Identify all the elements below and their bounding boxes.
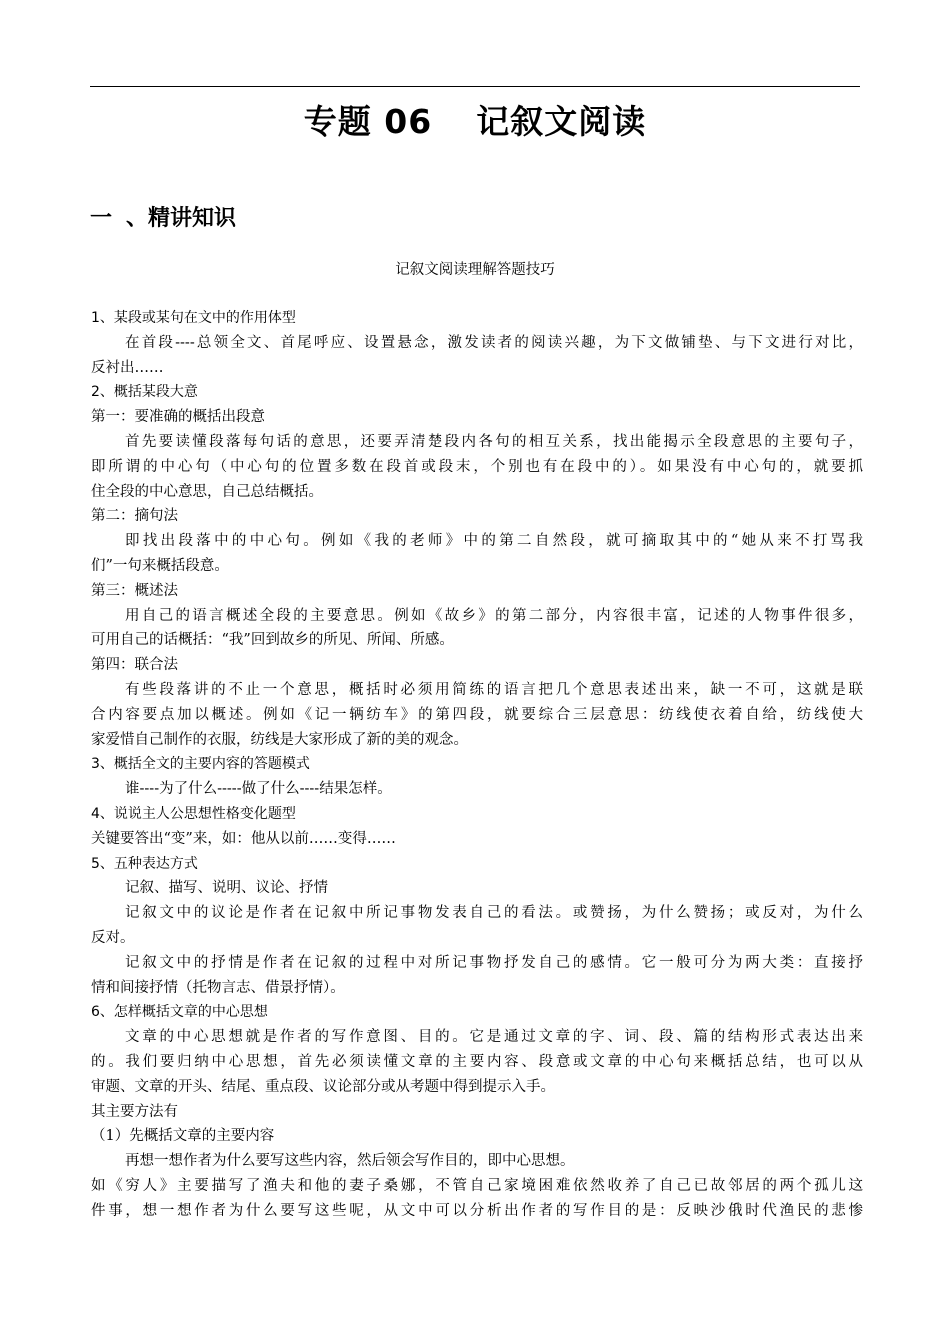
paragraph-line: 有些段落讲的不止一个意思，概括时必须用简练的语言把几个意思表述出来，缺一不可，这就是联: [125, 681, 863, 698]
paragraph-line: 即所谓的中心句（中心句的位置多数在段首或段末，个别也有在段中的）。如果没有中心句的，就要抓: [91, 458, 863, 475]
section-heading: [90, 201, 236, 232]
paragraph-line: 反对。: [91, 929, 135, 946]
paragraph-line: 关键要答出“变”来，如：他从以前……变得……: [91, 830, 396, 847]
paragraph-line: 首先要读懂段落每句话的意思，还要弄清楚段内各句的相互关系，找出能揭示全段意思的主要句子，: [125, 433, 863, 450]
paragraph-line: 反衬出……: [91, 359, 164, 376]
paragraph-line: 再想一想作者为什么要写这些内容，然后领会写作目的，即中心思想。: [125, 1153, 575, 1170]
heading-5: 5、五种表达方式: [91, 855, 198, 872]
subtitle: 记叙文阅读理解答题技巧: [395, 262, 555, 278]
top-rule: [90, 86, 860, 87]
paragraph-line: 审题、文章的开头、结尾、重点段、议论部分或从考题中得到提示入手。: [91, 1078, 555, 1095]
subheading: 第三：概述法: [91, 582, 178, 599]
paragraph-line: 用自己的语言概述全段的主要意思。例如《故乡》的第二部分，内容很丰富，记述的人物事件很多，: [125, 607, 863, 624]
page-title: [0, 96, 950, 143]
heading-2: 2、概括某段大意: [91, 384, 198, 401]
subheading: 第一：要准确的概括出段意: [91, 409, 265, 426]
paragraph-line: 可用自己的话概括：“我”回到故乡的所见、所闻、所感。: [91, 632, 454, 649]
paragraph-line: 如《穷人》主要描写了渔夫和他的妻子桑娜，不管自己家境困难依然收养了自己已故邻居的两个孤儿这: [91, 1177, 863, 1194]
paragraph-line: 记叙、描写、说明、议论、抒情: [125, 880, 328, 897]
paragraph-line: 件事，想一想作者为什么要写这些呢，从文中可以分析出作者的写作目的是：反映沙俄时代渔民的悲惨: [91, 1202, 863, 1219]
paragraph-line: 记叙文中的抒情是作者在记叙的过程中对所记事物抒发自己的感情。它一般可分为两大类：直接抒: [125, 954, 863, 971]
paragraph-line: 文章的中心思想就是作者的写作意图、目的。它是通过文章的字、词、段、篇的结构形式表达出来: [125, 1029, 863, 1046]
subheading: 第二：摘句法: [91, 508, 178, 525]
paragraph-line: 在首段----总领全文、首尾呼应、设置悬念，激发读者的阅读兴趣，为下文做铺垫、与下文进行对比，: [125, 334, 863, 351]
paragraph-line: 记叙文中的议论是作者在记叙中所记事物发表自己的看法。或赞扬，为什么赞扬；或反对，为什么: [125, 905, 863, 922]
heading-3: 3、概括全文的主要内容的答题模式: [91, 756, 310, 773]
subheading: 第四：联合法: [91, 657, 178, 674]
paragraph-line: 谁----为了什么-----做了什么----结果怎样。: [125, 781, 392, 798]
heading-1: 1、某段或某句在文中的作用体型: [91, 310, 296, 326]
title-main: 记叙文阅读: [476, 102, 647, 141]
subheading: 其主要方法有: [91, 1103, 178, 1120]
section-title: 、精讲知识: [126, 206, 237, 231]
paragraph-line: 情和间接抒情（托物言志、借景抒情）。: [91, 979, 345, 996]
subheading: （1）先概括文章的主要内容: [91, 1128, 275, 1145]
section-number: 一: [90, 206, 113, 231]
paragraph-line: 即找出段落中的中心句。例如《我的老师》中的第二自然段，就可摘取其中的“她从来不打骂我: [125, 533, 863, 550]
paragraph-line: 住全段的中心意思，自己总结概括。: [91, 483, 323, 500]
paragraph-line: 们”一句来概括段意。: [91, 557, 229, 574]
paragraph-line: 的。我们要归纳中心思想，首先必须读懂文章的主要内容、段意或文章的中心句来概括总结，也可以从: [91, 1053, 863, 1070]
title-prefix: 专题 06: [303, 102, 433, 141]
document-body: [91, 306, 863, 1223]
paragraph-line: 合内容要点加以概述。例如《记一辆纺车》的第四段，就要综合三层意思：纺线使衣着自给，纺线使大: [91, 706, 863, 723]
heading-4: 4、说说主人公思想性格变化题型: [91, 805, 296, 822]
paragraph-line: 家爱惜自己制作的衣服，纺线是大家形成了新的美的观念。: [91, 731, 468, 748]
heading-6: 6、怎样概括文章的中心思想: [91, 1004, 268, 1021]
